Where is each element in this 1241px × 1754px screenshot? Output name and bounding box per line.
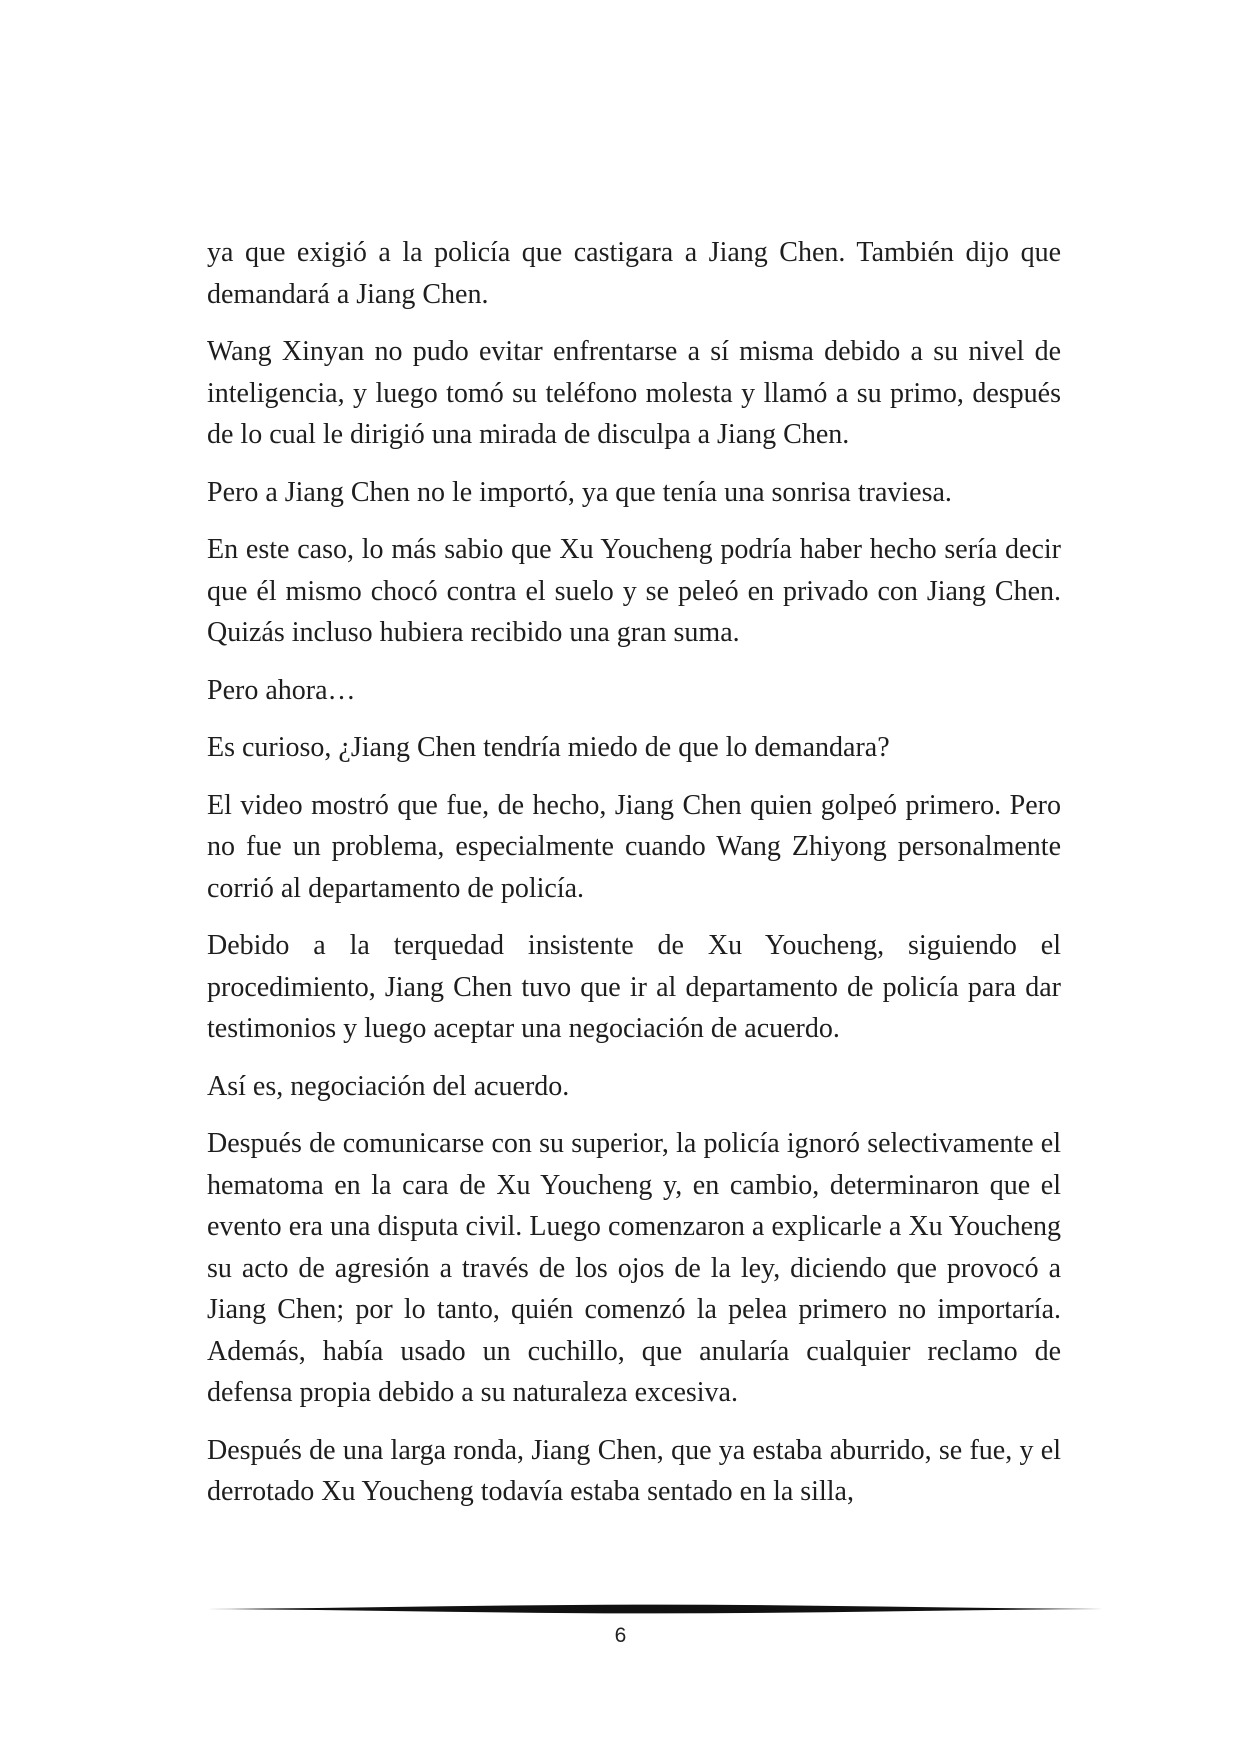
paragraph-11: Después de una larga ronda, Jiang Chen, que ya estaba aburrido, se fue, y el derrotado Xu Youcheng todavía estaba sentado en la silla,	[207, 1434, 1061, 1507]
paragraph-9: Así es, negociación del acuerdo.	[207, 1070, 570, 1102]
page-number: 6	[614, 1624, 627, 1647]
paragraph-7: El video mostró que fue, de hecho, Jiang Chen quien golpeó primero. Pero no fue un problema, especialmente cuando Wang Zhiyong personalmente corrió al departamento de policía.	[207, 789, 1061, 904]
paragraph-3: Pero a Jiang Chen no le importó, ya que tenía una sonrisa traviesa.	[207, 476, 952, 508]
paragraph-2: Wang Xinyan no pudo evitar enfrentarse a sí misma debido a su nivel de inteligencia, y luego tomó su teléfono molesta y llamó a su primo, después de lo cual le dirigió una mirada de disculpa a Jiang Chen.	[207, 336, 1061, 450]
body-text	[207, 232, 1061, 1529]
paragraph-4: En este caso, lo más sabio que Xu Youcheng podría haber hecho sería decir que él mismo chocó contra el suelo y se peleó en privado con Jiang Chen. Quizás incluso hubiera recibido una gran suma.	[207, 534, 1061, 648]
paragraph-5: Pero ahora…	[207, 674, 356, 706]
paragraph-6: Es curioso, ¿Jiang Chen tendría miedo de que lo demandara?	[207, 732, 890, 763]
paragraph-8: Debido a la terquedad insistente de Xu Youcheng, siguiendo el procedimiento, Jiang Chen tuvo que ir al departamento de policía para dar testimonios y luego aceptar una negociación de acuerdo.	[207, 930, 1061, 1044]
footer-divider	[207, 1604, 1103, 1614]
paragraph-10: Después de comunicarse con su superior, la policía ignoró selectivamente el hematoma en la cara de Xu Youcheng y, en cambio, determinaron que el evento era una disputa civil. Luego comenzaron a explicarle a Xu Youcheng su acto de agresión a través de los ojos de la ley, diciendo que provocó a Jiang Chen; por lo tanto, quién comenzó la pelea primero no importaría. Además, había usado un cuchillo, que anularía cualquier reclamo de defensa propia debido a su naturaleza excesiva.	[207, 1128, 1061, 1408]
paragraph-1: ya que exigió a la policía que castigara a Jiang Chen. También dijo que demandará a Jiang Chen.	[207, 237, 1061, 310]
